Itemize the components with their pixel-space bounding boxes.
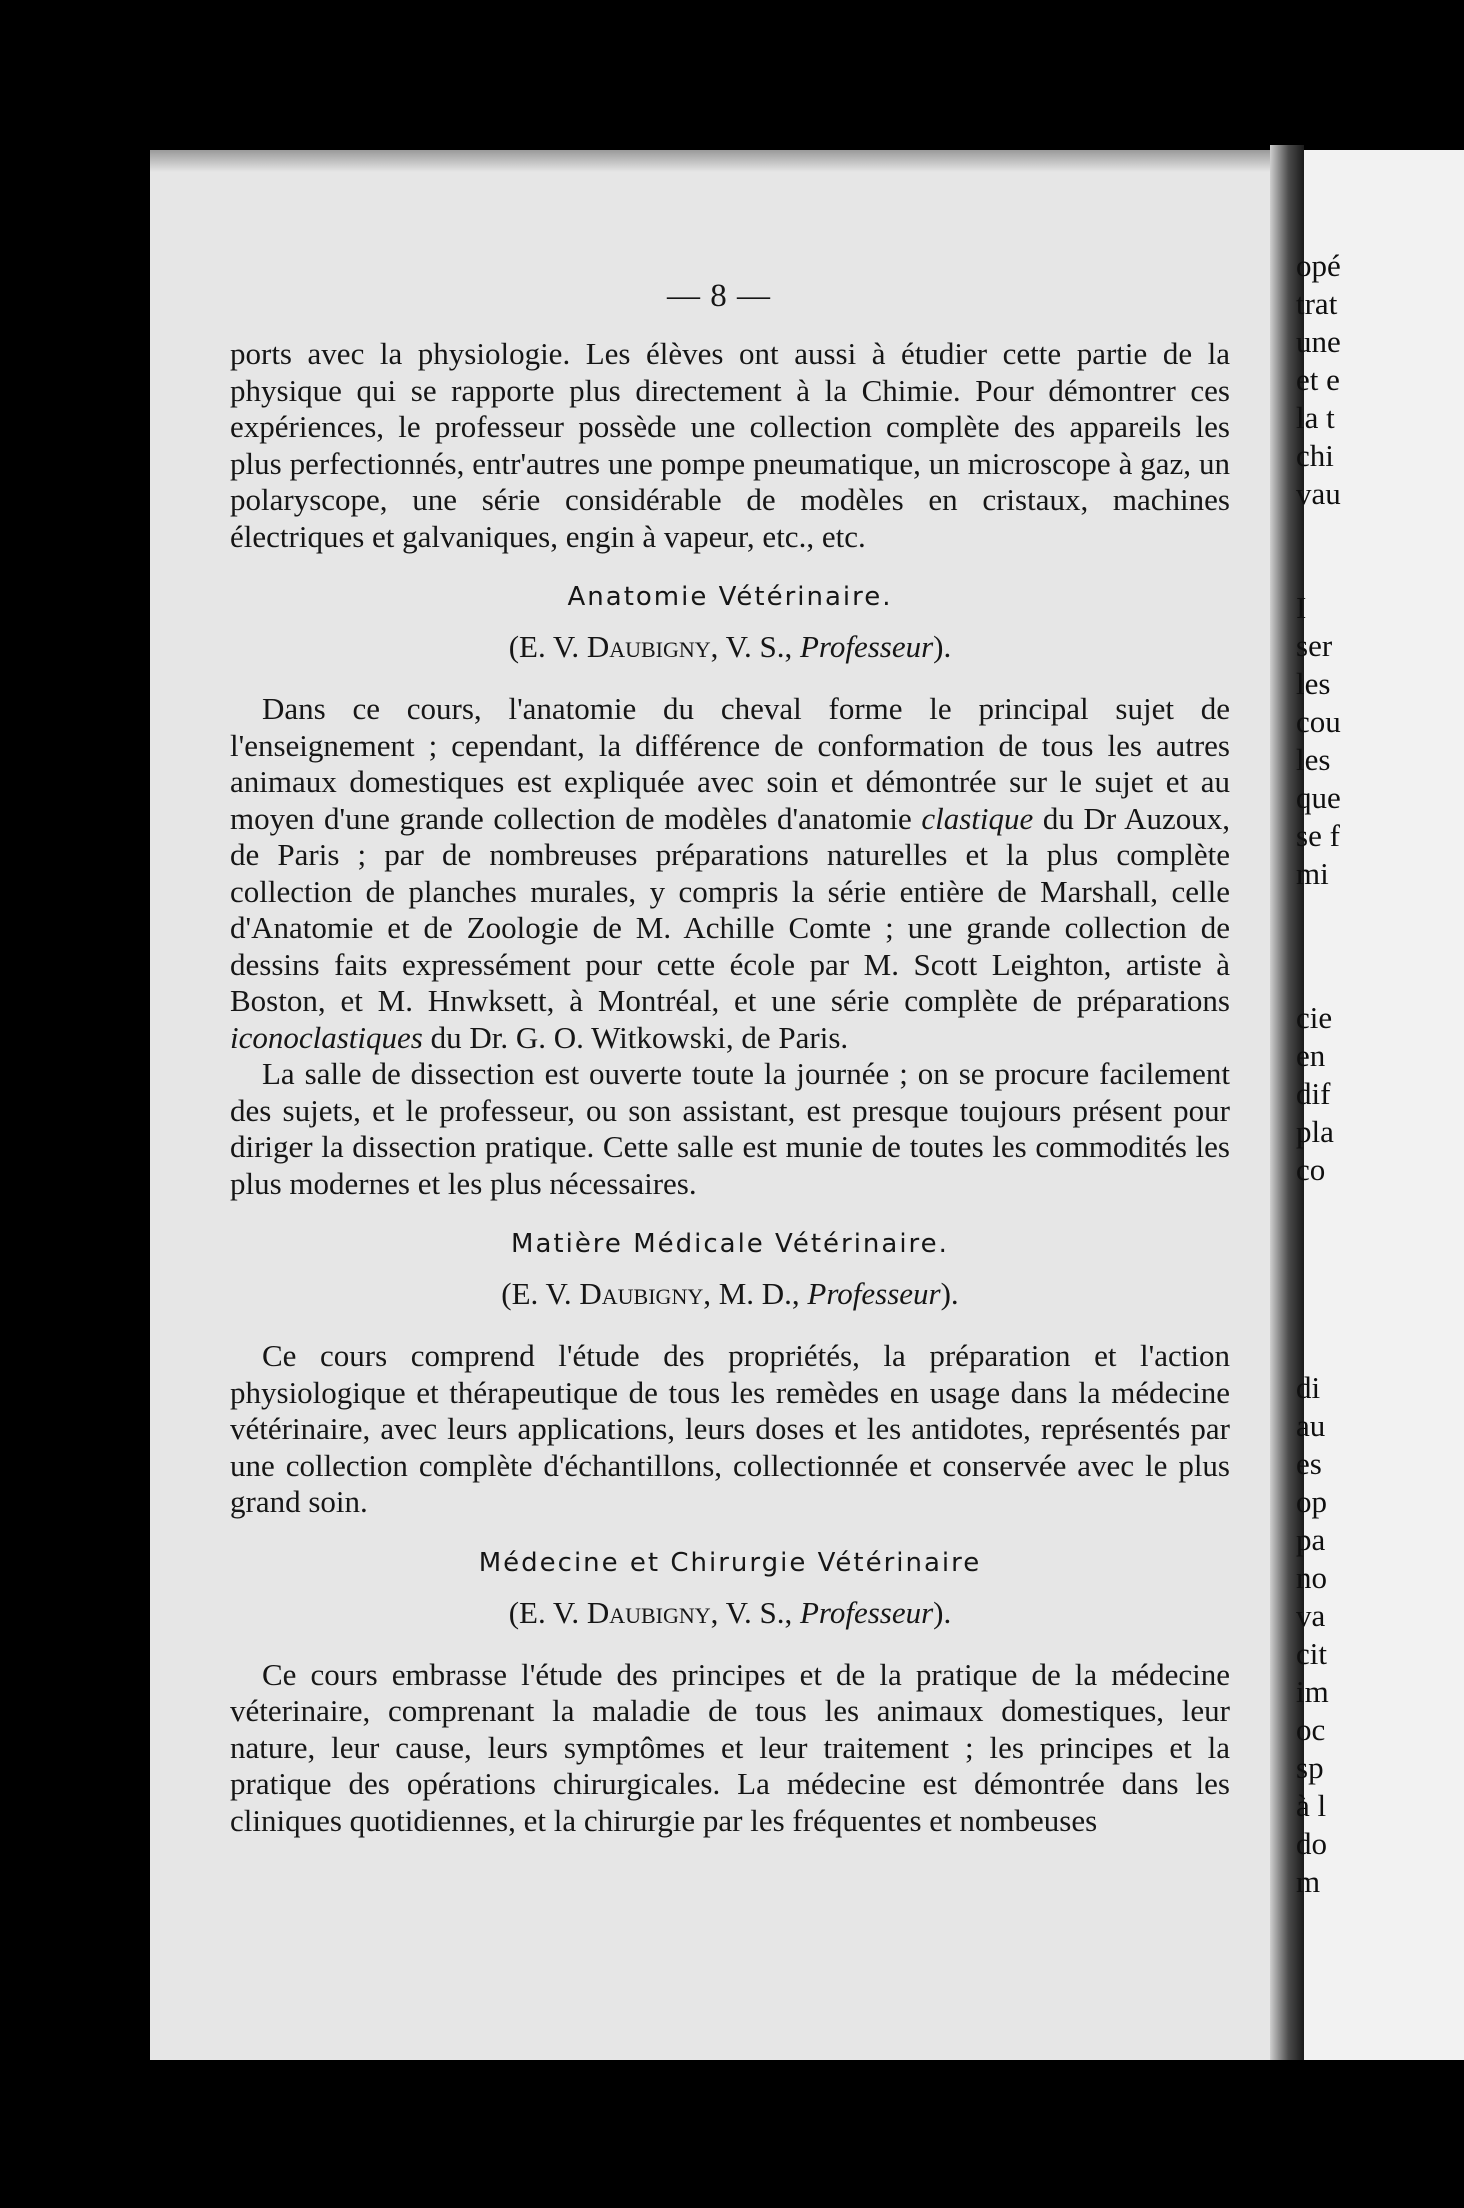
right-page-fragment: es [1296, 1446, 1322, 1481]
anatomie-p1-b: clastique [921, 800, 1034, 836]
anatomie-p1-e: du Dr. G. O. Witkowski, de Paris. [422, 1019, 849, 1055]
professor-line-medecine [230, 1593, 1230, 1633]
right-page-fragment: sp [1296, 1750, 1324, 1785]
medecine-paragraph-1: Ce cours embrasse l'étude des principes et de la pratique de la médecine véterinaire, comprenant la maladie de tous les animaux domestiques, leur nature, leur cause, leurs symptômes et leur traitement ; les principes et la pratique des opérations chirurgicales. La médecine est démontrée dans les cliniques quotidiennes, et la chirurgie par les fréquentes et nombeuses [230, 1656, 1230, 1838]
right-page-fragment: cou [1296, 704, 1341, 739]
prof-name: Daubigny [579, 1276, 704, 1311]
prof-degree: , M. D., [703, 1276, 808, 1311]
right-page-fragment: en [1296, 1038, 1326, 1073]
right-page-fragment: au [1296, 1408, 1326, 1443]
prof-close: ). [940, 1276, 959, 1311]
right-page-fragment: vau [1296, 476, 1341, 511]
right-page-fragment: mi [1296, 856, 1329, 891]
professor-line-anatomie [230, 627, 1230, 667]
page-number: — 8 — [667, 278, 771, 314]
right-page-fragment: di [1296, 1370, 1321, 1405]
right-page-fragment: va [1296, 1598, 1326, 1633]
left-page [150, 150, 1288, 2060]
right-page-fragment: do [1296, 1826, 1327, 1861]
section-title-matiere: Matière Médicale Vétérinaire. [511, 1229, 949, 1259]
right-page-fragment: et e [1296, 362, 1340, 397]
right-page [1296, 150, 1464, 2060]
prof-degree: , V. S., [710, 1594, 800, 1630]
right-page-fragment: cit [1296, 1636, 1327, 1671]
prof-open: (E. V. [501, 1276, 580, 1311]
right-page-fragment: I [1296, 590, 1307, 625]
right-page-fragment: les [1296, 666, 1331, 701]
section-title-anatomie: Anatomie Vétérinaire. [567, 582, 893, 612]
right-page-fragment: opé [1296, 248, 1341, 283]
prof-title: Professeur [799, 1594, 934, 1630]
right-page-fragment: les [1296, 742, 1331, 777]
right-page-fragment: pla [1296, 1114, 1334, 1149]
right-page-fragment: se f [1296, 818, 1340, 853]
right-page-fragment: que [1296, 780, 1341, 815]
right-page-fragment: m [1296, 1864, 1321, 1899]
right-page-fragment: à l [1296, 1788, 1327, 1823]
prof-title: Professeur [807, 1276, 941, 1311]
right-page-fragment: op [1296, 1484, 1327, 1519]
prof-name: Daubigny [586, 1594, 711, 1630]
right-page-fragment: la t [1296, 400, 1335, 435]
prof-open: (E. V. [508, 629, 587, 664]
anatomie-p1-a: Dans ce cours, l'anatomie du cheval forme le principal sujet de l'enseignement ; cependant, la différence de conformation de tous les autres animaux domestiques est expliquée avec soin et démontrée sur le sujet et au moyen d'une grande collection de modèles d'anatomie [230, 691, 1230, 836]
intro-paragraph: ports avec la physiologie. Les élèves ont aussi à étudier cette partie de la physique qui se rapporte plus directement à la Chimie. Pour démontrer ces expériences, le professeur possède une collection complète des appareils les plus perfectionnés, entr'autres une pompe pneumatique, un microscope à gaz, un polaryscope, une série considérable de modèles en cristaux, machines électriques et galvaniques, engin à vapeur, etc., etc. [230, 336, 1230, 554]
right-page-fragment: chi [1296, 438, 1334, 473]
right-page-fragment: trat [1296, 286, 1338, 321]
matiere-paragraph-1: Ce cours comprend l'étude des propriétés, la préparation et l'action physiologique et thérapeutique de tous les remèdes en usage dans la médecine vétérinaire, avec leurs applications, leurs doses et les antidotes, représentés par une collection complète d'échantillons, collectionnée et conservée avec le plus grand soin. [230, 1338, 1230, 1519]
prof-open: (E. V. [508, 1594, 587, 1630]
right-page-fragment: ser [1296, 628, 1333, 663]
anatomie-p1-c: du Dr Auzoux, de Paris ; par de nombreuses préparations naturelles et la plus complète collection de planches murales, y compris la série entière de Marshall, celle d'Anatomie et de Zoologie de M. Achille Comte ; une grande collection de dessins faits expressément pour cette école par M. Scott Leighton, artiste à Boston, et M. Hnwksett, à Montréal, et une série complète de préparations [230, 800, 1230, 1018]
right-page-fragment: no [1296, 1560, 1327, 1595]
right-page-fragment: pa [1296, 1522, 1326, 1557]
right-page-fragment: oc [1296, 1712, 1326, 1747]
prof-degree: , V. S., [710, 629, 800, 664]
section-title-medecine: Médecine et Chirurgie Vétérinaire [478, 1547, 982, 1578]
prof-close: ). [933, 1594, 952, 1630]
professor-line-matiere [230, 1274, 1230, 1314]
anatomie-p1-d: iconoclastiques [230, 1019, 423, 1055]
page-content [230, 336, 1230, 1839]
prof-title: Professeur [799, 629, 934, 664]
anatomie-paragraph-1 [230, 691, 1230, 1056]
right-page-fragment: im [1296, 1674, 1329, 1709]
right-page-fragment: cie [1296, 1000, 1333, 1035]
anatomie-paragraph-2: La salle de dissection est ouverte toute la journée ; on se procure facilement des sujets, et le professeur, ou son assistant, est presque toujours présent pour diriger la dissection pratique. Cette salle est munie de toutes les commodités les plus modernes et les plus nécessaires. [230, 1056, 1230, 1201]
right-page-fragment: co [1296, 1152, 1326, 1187]
prof-close: ). [933, 629, 952, 664]
right-page-fragment: dif [1296, 1076, 1331, 1111]
prof-name: Daubigny [586, 629, 711, 664]
right-page-fragment: une [1296, 324, 1341, 359]
